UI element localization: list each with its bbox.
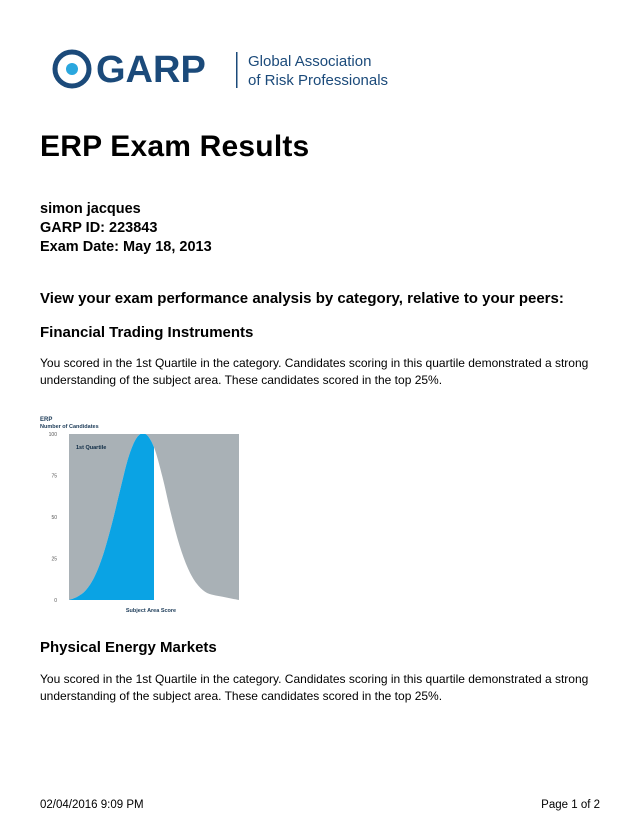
- footer-timestamp: 02/04/2016 9:09 PM: [40, 799, 144, 811]
- section-text-financial-trading: You scored in the 1st Quartile in the category. Candidates scoring in this quartile demonstrated a strong understanding of the subject area. These candidates scored in the top 25%.: [40, 356, 589, 387]
- footer-page-number: Page 1 of 2: [541, 799, 600, 811]
- page-title: ERP Exam Results: [40, 130, 310, 163]
- chart-y-tick-label: 0: [54, 598, 57, 604]
- chart-y-tick-label: 75: [51, 473, 57, 480]
- section-title-financial-trading: Financial Trading Instruments: [40, 324, 254, 341]
- candidate-name: simon jacques: [40, 201, 141, 217]
- chart-y-tick-label: 100: [48, 432, 57, 438]
- section-text-physical-energy: You scored in the 1st Quartile in the category. Candidates scoring in this quartile demonstrated a strong understanding of the subject area. These candidates scored in the top 25%.: [40, 672, 589, 703]
- logo-tagline-line1: Global Association: [248, 53, 372, 70]
- chart-xlabel: Subject Area Score: [125, 608, 177, 614]
- chart-header: ERP: [40, 417, 53, 423]
- chart-ylabel: Number of Candidates: [40, 424, 99, 430]
- garp-emblem-icon: [55, 52, 89, 86]
- score-distribution-chart: [36, 412, 246, 618]
- logo-brand: GARP: [96, 49, 206, 91]
- candidate-info: [40, 200, 212, 257]
- garp-logo: [50, 44, 410, 98]
- garp-id: GARP ID: 223843: [40, 220, 158, 236]
- section-title-physical-energy: Physical Energy Markets: [40, 639, 217, 656]
- logo-tagline-line2: of Risk Professionals: [248, 72, 389, 89]
- chart-y-tick-label: 25: [51, 556, 57, 563]
- chart-highlight-label: 1st Quartile: [76, 445, 107, 451]
- intro-text: View your exam performance analysis by category, relative to your peers:: [40, 290, 564, 307]
- chart-y-tick-label: 50: [51, 515, 57, 521]
- exam-date: Exam Date: May 18, 2013: [40, 239, 212, 255]
